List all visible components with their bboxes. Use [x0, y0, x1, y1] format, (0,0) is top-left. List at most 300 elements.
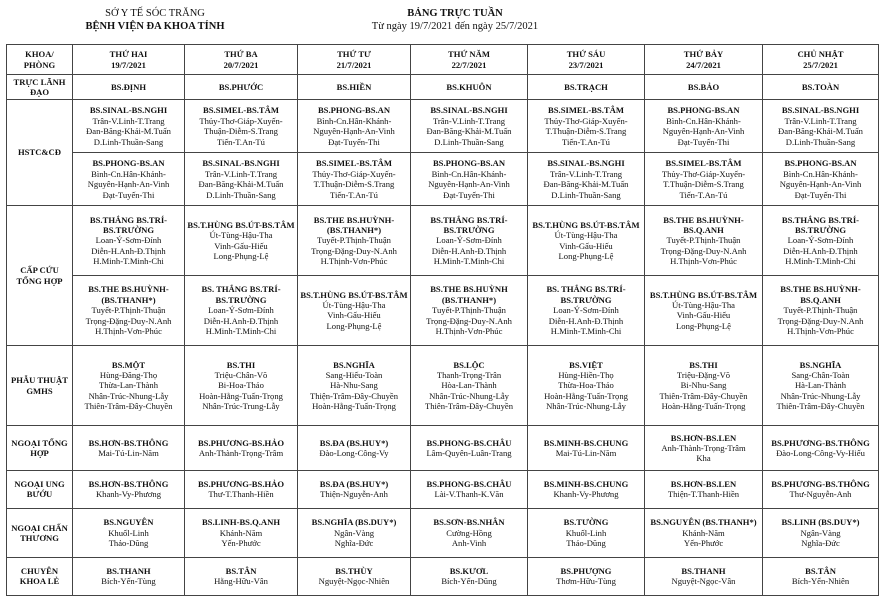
table-row	[7, 345, 879, 426]
doctor-names: BS.PHONG-BS.CHÂU	[426, 479, 512, 490]
staff-names: Tuyết-P.Thịnh-Thuận	[783, 305, 858, 316]
day-header	[528, 45, 645, 75]
staff-names: Đạt-Tuyến-Thi	[677, 136, 730, 147]
roster-cell	[645, 153, 763, 206]
doctor-names: BS.TOÀN	[801, 81, 840, 92]
day-date: 22/7/2021	[451, 59, 487, 70]
staff-names: Út-Tùng-Hậu-Tha	[322, 300, 386, 311]
day-name: THỨ BA	[224, 49, 258, 60]
doctor-names: BS.KHUÔN	[446, 81, 492, 92]
roster-cell	[73, 100, 185, 153]
roster-cell	[528, 100, 645, 153]
roster-cell	[411, 276, 528, 346]
roster-cell	[411, 470, 528, 508]
staff-names: Yến-Phước	[683, 538, 724, 549]
roster-cell	[73, 206, 185, 276]
staff-names: H.Minh-T.Minh-Chi	[550, 326, 622, 337]
doctor-names: BS.THE BS.HUỲNH-BS.Q.ANH	[663, 214, 744, 235]
staff-names: Vinh-Gấu-Hiếu	[559, 240, 613, 251]
staff-names: Sang-Chân-Toàn	[791, 370, 850, 381]
doctor-names: BS.THE BS.HUỲNH-(BS.THANH*)	[88, 284, 169, 305]
doctor-names: BS.SIMEL-BS.TÂM	[203, 105, 279, 116]
staff-names: Mai-Tú-Lin-Năm	[98, 448, 159, 459]
table-row	[7, 153, 879, 206]
staff-names: Út-Tùng-Hậu-Tha	[209, 230, 273, 241]
department-label: CẤP CỨU TỔNG HỢP	[7, 206, 73, 346]
staff-names: Nguyên-Hạnh-An-Vinh	[428, 179, 510, 190]
roster-cell	[185, 509, 298, 558]
staff-names: H.Minh-T.Minh-Chi	[785, 256, 856, 267]
staff-names: Triệu-Chân-Võ	[214, 370, 268, 381]
roster-cell	[528, 509, 645, 558]
department-label: TRỰC LÃNH ĐẠO	[7, 75, 73, 100]
roster-cell	[645, 100, 763, 153]
roster-cell	[185, 426, 298, 470]
doctor-names: BS.ĐA (BS.HUY*)	[319, 479, 389, 490]
doctor-names: BS.PHƯƠNG-BS.THÔNG	[771, 437, 870, 448]
roster-cell	[73, 276, 185, 346]
staff-names: Thừa-Lan-Thành	[98, 380, 159, 391]
staff-names: Út-Tùng-Hậu-Tha	[554, 230, 618, 241]
staff-names: Tuyết-P.Thịnh-Thuận	[432, 305, 506, 316]
staff-names: Triệu-Đặng-Võ	[676, 370, 731, 381]
staff-names: Tiến-T.An-Tú	[330, 189, 378, 200]
staff-names: Nguyên-Hạnh-An-Vinh	[313, 126, 395, 137]
roster-cell	[411, 100, 528, 153]
staff-names: Bi-Nhu-Sang	[680, 380, 727, 391]
day-name: THỨ HAI	[109, 49, 148, 60]
staff-names: Tiến-T.An-Tú	[562, 136, 610, 147]
doctor-names: BS.NGUYÊN (BS.THANH*)	[650, 517, 757, 528]
roster-cell	[185, 345, 298, 426]
department-label: NGOẠI UNG BƯỚU	[7, 470, 73, 508]
dept-column-header: KHOA/ PHÒNG	[7, 45, 73, 75]
roster-cell	[73, 509, 185, 558]
doctor-names: BS.PHƯƠNG-BS.HẢO	[197, 479, 285, 490]
staff-names: Đan-Băng-Khải-M.Tuấn	[426, 126, 512, 137]
day-name: THỨ TƯ	[337, 49, 371, 60]
doctor-names: BS.SINAL-BS.NGHI	[89, 105, 168, 116]
doctor-names: BS.T.HÙNG BS.ÚT-BS.TÂM	[649, 289, 758, 300]
staff-names: Nguyên-Hạnh-An-Vinh	[662, 126, 745, 137]
doctor-names: BS.T.HÙNG BS.ÚT-BS.TÂM	[532, 219, 640, 230]
doctor-names: BS.THE BS.HUỲNH (BS.THANH*)	[430, 284, 508, 305]
staff-names: Trọng-Đặng-Duy-N.Anh	[85, 315, 172, 326]
staff-names: Loan-Ý-Sơm-Đính	[436, 235, 502, 246]
staff-names: Nguyệt-Ngọc-Vân	[671, 576, 736, 587]
staff-names: Bình-Cn.Hân-Khánh-	[91, 168, 166, 179]
staff-names: Thủy-Thơ-Giáp-Xuyến-	[544, 115, 628, 126]
staff-names: Cường-Hồng	[446, 527, 492, 538]
staff-names: Đan-Băng-Khải-M.Tuấn	[778, 126, 863, 137]
document-title-block	[330, 7, 580, 33]
staff-names: Đào-Long-Công-Vy	[319, 448, 389, 459]
roster-cell	[411, 153, 528, 206]
doctor-names: BS.TÂN	[225, 565, 257, 576]
doctor-names: BS.MINH-BS.CHUNG	[543, 437, 629, 448]
staff-names: Bình-Cn.Hân-Khánh-	[431, 168, 507, 179]
roster-cell	[528, 345, 645, 426]
staff-names: Diễn-H.Anh-Đ.Thịnh	[203, 315, 279, 326]
staff-names: Nhân-Trúc-Nhung-Lẫy	[429, 390, 509, 401]
department-label: PHẪU THUẬT GMHS	[7, 345, 73, 426]
roster-cell	[528, 426, 645, 470]
doctor-names: BS.TÂN	[805, 565, 836, 576]
staff-names: Trọng-Đặng-Duy-N.Anh	[660, 245, 747, 256]
staff-names: H.Minh-T.Minh-Chi	[93, 256, 164, 267]
staff-names: Khuốl-Linh	[565, 527, 607, 538]
staff-names: Đan-Băng-Khải-M.Tuấn	[198, 179, 284, 190]
day-header	[185, 45, 298, 75]
day-date: 20/7/2021	[223, 59, 259, 70]
staff-names: Thiên-Trâm-Đây-Chuyền	[776, 401, 865, 412]
staff-names: Đào-Long-Công-Vy-Hiếu	[776, 448, 865, 459]
doctor-names: BS.THE BS.HUỲNH-(BS.THANH*)	[313, 214, 395, 235]
staff-names: Nguyên-Hạnh-An-Vinh	[779, 179, 862, 190]
staff-names: Mai-Tú-Lin-Năm	[555, 448, 617, 459]
staff-names: Thủy-Thơ-Giáp-Xuyến-	[199, 115, 283, 126]
roster-cell	[411, 75, 528, 100]
staff-names: Hòa-Lan-Thành	[441, 380, 497, 391]
roster-cell	[645, 345, 763, 426]
table-row	[7, 426, 879, 470]
doctor-names: BS.PHƯƠNG-BS.HẢO	[197, 437, 285, 448]
staff-names: Long-Phụng-Lệ	[558, 250, 614, 261]
doctor-names: BS.THẮNG BS.TRÍ-BS.TRƯỜNG	[89, 214, 168, 235]
staff-names: Thảo-Dũng	[566, 538, 606, 549]
staff-names: Kha	[696, 453, 711, 464]
staff-names: Loan-Ý-Sơm-Đính	[787, 235, 854, 246]
doctor-names: BS.THI	[226, 359, 256, 370]
day-name: THỨ BẢY	[683, 49, 724, 60]
staff-names: Thuận-Diễm-S.Trang	[204, 126, 278, 137]
table-row	[7, 470, 879, 508]
department-label: CHUYÊN KHOA LẺ	[7, 557, 73, 595]
staff-names: Bích-Yến-Nhiên	[791, 576, 850, 587]
department-label: HSTC&CĐ	[7, 100, 73, 206]
staff-names: Khuốl-Linh	[108, 527, 149, 538]
doctor-names: BS.MỘT	[111, 359, 146, 370]
doctor-names: BS.BẢO	[687, 81, 720, 92]
staff-names: Bình-Cn.Hân-Khánh-	[316, 115, 392, 126]
roster-cell	[185, 100, 298, 153]
roster-cell	[528, 75, 645, 100]
roster-cell	[645, 470, 763, 508]
doctor-names: BS.PHONG-BS.AN	[784, 158, 857, 169]
roster-cell	[73, 557, 185, 595]
staff-names: Tiến-T.An-Tú	[679, 189, 728, 200]
staff-names: Trọng-Đặng-Duy-N.Anh	[311, 245, 397, 256]
day-date: 23/7/2021	[568, 59, 604, 70]
staff-names: H.Thịnh-Vơn-Phúc	[435, 326, 503, 337]
roster-cell	[411, 206, 528, 276]
doctor-names: BS.PHONG-BS.AN	[667, 105, 740, 116]
staff-names: Bích-Yến-Dũng	[441, 576, 497, 587]
roster-cell	[528, 153, 645, 206]
doctor-names: BS.THÙY	[335, 565, 373, 576]
table-row	[7, 276, 879, 346]
roster-cell	[73, 153, 185, 206]
roster-cell	[185, 470, 298, 508]
day-header	[298, 45, 411, 75]
doctor-names: BS.PHONG-BS.AN	[432, 158, 506, 169]
staff-names: Thảo-Dũng	[108, 538, 149, 549]
staff-names: Thủy-Thơ-Giáp-Xuyến-	[312, 168, 396, 179]
department-of-health: SỞ Y TẾ SÓC TRĂNG	[105, 8, 205, 19]
staff-names: Diễn-H.Anh-Đ.Thịnh	[91, 245, 166, 256]
doctor-names: BS.MINH-BS.CHUNG	[543, 479, 629, 490]
staff-names: Bích-Yến-Tùng	[101, 576, 156, 587]
roster-cell	[528, 206, 645, 276]
roster-cell	[411, 426, 528, 470]
roster-cell	[185, 557, 298, 595]
staff-names: Thanh-Trọng-Trân	[436, 370, 502, 381]
table-row	[7, 206, 879, 276]
staff-names: Thiên-Trâm-Đây-Chuyền	[84, 401, 173, 412]
staff-names: Khánh-Năm	[219, 527, 263, 538]
staff-names: Nghĩa-Đức	[801, 538, 840, 549]
doctor-names: BS.HƠN-BS.THÔNG	[88, 437, 169, 448]
staff-names: Vinh-Gấu-Hiếu	[327, 310, 381, 321]
staff-names: Hoàn-Hằng-Tuấn-Trọng	[312, 401, 396, 412]
doctor-names: BS.LINH (BS.DUY*)	[781, 517, 860, 528]
roster-cell	[763, 509, 879, 558]
staff-names: D.Linh-Thuần-Sang	[785, 136, 856, 147]
staff-names: Nhân-Trúc-Nhung-Lẫy	[780, 390, 861, 401]
staff-names: T.Thuận-Diễm-S.Trang	[313, 179, 395, 190]
staff-names: Thiện-Trâm-Đây-Chuyền	[310, 390, 398, 401]
doctor-names: BS.PHƯƠNG-BS.THÔNG	[771, 479, 870, 490]
roster-cell	[763, 206, 879, 276]
staff-names: Bình-Cn.Hân-Khánh-	[666, 115, 741, 126]
organization-header	[40, 7, 270, 33]
roster-cell	[763, 426, 879, 470]
roster-cell	[298, 345, 411, 426]
doctor-names: BS.SINAL-BS.NGHI	[781, 105, 860, 116]
staff-names: Đan-Băng-Khải-M.Tuấn	[543, 179, 629, 190]
staff-names: Anh-Thành-Trọng-Trâm	[198, 448, 284, 459]
staff-names: H.Thịnh-Vơn-Phúc	[95, 326, 162, 337]
staff-names: Trân-V.Linh-T.Trang	[432, 115, 506, 126]
doctor-names: BS.SINAL-BS.NGHI	[547, 158, 625, 169]
doctor-names: BS.THẮNG BS.TRÍ-BS.TRƯỜNG	[781, 214, 860, 235]
staff-names: Trọng-Đặng-Duy-N.Anh	[777, 315, 864, 326]
roster-cell	[645, 276, 763, 346]
staff-names: Thư-T.Thanh-Hiền	[208, 489, 274, 500]
doctor-names: BS.THI	[689, 359, 718, 370]
table-row	[7, 75, 879, 100]
doctor-names: BS.PHƯỚC	[218, 81, 264, 92]
roster-cell	[528, 470, 645, 508]
day-name: THỨ SÁU	[566, 49, 606, 60]
roster-cell	[298, 470, 411, 508]
roster-cell	[185, 206, 298, 276]
roster-cell	[185, 276, 298, 346]
roster-cell	[185, 153, 298, 206]
staff-names: H.Thịnh-Vơn-Phúc	[670, 256, 737, 267]
staff-names: Lâm-Quyên-Luân-Trang	[426, 448, 512, 459]
date-range: Từ ngày 19/7/2021 đến ngày 25/7/2021	[371, 21, 539, 32]
doctor-names: BS.THANH	[106, 565, 151, 576]
department-label: NGOẠI TỔNG HỢP	[7, 426, 73, 470]
day-name: CHỦ NHẬT	[797, 49, 844, 60]
staff-names: Loan-Ý-Sơm-Đính	[95, 235, 162, 246]
staff-names: Tuyết-P.Thịnh-Thuận	[666, 235, 741, 246]
staff-names: T.Thuận-Diễm-S.Trang	[545, 126, 627, 137]
staff-names: Bình-Cn.Hân-Khánh-	[783, 168, 858, 179]
document-title: BẢNG TRỰC TUẦN	[407, 8, 503, 19]
roster-cell	[645, 75, 763, 100]
doctor-names: BS.TRẠCH	[564, 81, 608, 92]
staff-names: Thư-Nguyễn-Anh	[789, 489, 852, 500]
doctor-names: BS.TƯỜNG	[563, 517, 609, 528]
staff-names: Long-Phụng-Lệ	[213, 250, 269, 261]
staff-names: Thơm-Hữu-Tùng	[556, 576, 616, 587]
staff-names: T.Thuận-Diễm-S.Trang	[663, 179, 744, 190]
staff-names: Thừa-Hoa-Thảo	[558, 380, 614, 391]
doctor-names: BS.SINAL-BS.NGHI	[430, 105, 508, 116]
staff-names: Tuyết-P.Thịnh-Thuận	[91, 305, 166, 316]
staff-names: H.Thịnh-Vơn-Phúc	[787, 326, 854, 337]
roster-cell	[763, 276, 879, 346]
doctor-names: BS. THẮNG BS.TRÍ-BS.TRƯỜNG	[201, 284, 281, 305]
staff-names: Trân-V.Linh-T.Trang	[549, 168, 623, 179]
day-header	[73, 45, 185, 75]
table-row	[7, 509, 879, 558]
staff-names: H.Minh-T.Minh-Chi	[205, 326, 277, 337]
roster-cell	[411, 345, 528, 426]
staff-names: Vinh-Gấu-Hiếu	[214, 240, 268, 251]
doctor-names: BS.LINH-BS.Q.ANH	[201, 517, 281, 528]
roster-cell	[763, 470, 879, 508]
staff-names: Ngân-Vàng	[333, 527, 375, 538]
staff-names: Anh-Thành-Trọng-Trâm	[661, 442, 746, 453]
doctor-names: BS.SIMEL-BS.TÂM	[665, 158, 742, 169]
staff-names: Anh-Vinh	[451, 538, 487, 549]
doctor-names: BS.PHONG-BS.AN	[317, 105, 391, 116]
roster-cell	[73, 426, 185, 470]
staff-names: Hà-Nhu-Sang	[330, 380, 378, 391]
doctor-names: BS.PHƯỢNG	[560, 565, 612, 576]
day-date: 21/7/2021	[336, 59, 372, 70]
staff-names: Đạt-Tuyến-Thi	[328, 136, 380, 147]
roster-cell	[411, 509, 528, 558]
roster-cell	[763, 345, 879, 426]
roster-cell	[645, 426, 763, 470]
staff-names: Hoàn-Hằng-Tuấn-Trọng	[544, 390, 628, 401]
staff-names: Thiện-Nguyễn-Anh	[320, 489, 388, 500]
department-label: NGOẠI CHẤN THƯƠNG	[7, 509, 73, 558]
staff-names: Trân-V.Linh-T.Trang	[92, 115, 165, 126]
staff-names: Thủy-Thơ-Giáp-Xuyến-	[661, 168, 746, 179]
roster-cell	[185, 75, 298, 100]
staff-names: Khanh-Vy-Phương	[553, 489, 619, 500]
doctor-names: BS.PHONG-BS.AN	[92, 158, 165, 169]
doctor-names: BS.THẮNG BS.TRÍ-BS.TRƯỜNG	[430, 214, 508, 235]
roster-cell	[298, 153, 411, 206]
day-header	[645, 45, 763, 75]
staff-names: Thiện-T.Thanh-Hiền	[667, 489, 740, 500]
staff-names: Vinh-Gấu-Hiếu	[676, 310, 731, 321]
doctor-names: BS.NGHĨA	[799, 359, 842, 370]
staff-names: Hoàn-Hằng-Tuấn-Trọng	[199, 390, 283, 401]
doctor-names: BS.HƠN-BS.LEN	[670, 479, 737, 490]
staff-names: Khanh-Vy-Phương	[95, 489, 162, 500]
day-date: 25/7/2021	[803, 59, 838, 70]
staff-names: Diễn-H.Anh-Đ.Thịnh	[783, 245, 858, 256]
staff-names: Diễn-H.Anh-Đ.Thịnh	[431, 245, 507, 256]
staff-names: Đan-Băng-Khải-M.Tuấn	[86, 126, 171, 137]
day-header	[763, 45, 879, 75]
doctor-names: BS.KƯƠL	[449, 565, 489, 576]
staff-names: Yến-Phước	[221, 538, 261, 549]
staff-names: Nhân-Trúc-Nhung-Lẫy	[546, 401, 626, 412]
day-name: THỨ NĂM	[448, 49, 490, 60]
roster-cell	[411, 557, 528, 595]
roster-cell	[298, 509, 411, 558]
roster-cell	[763, 153, 879, 206]
staff-names: Đạt-Tuyến-Thi	[102, 189, 155, 200]
roster-cell	[298, 75, 411, 100]
staff-names: Trọng-Đặng-Duy-N.Anh	[426, 315, 512, 326]
doctor-names: BS.SIMEL-BS.TÂM	[548, 105, 624, 116]
table-row	[7, 100, 879, 153]
staff-names: H.Minh-T.Minh-Chi	[433, 256, 505, 267]
staff-names: Nhân-Trúc-Trung-Lẫy	[202, 401, 280, 412]
roster-cell	[298, 100, 411, 153]
staff-names: D.Linh-Thuần-Sang	[206, 189, 276, 200]
roster-cell	[528, 557, 645, 595]
staff-names: Lài-V.Thanh-K.Văn	[434, 489, 504, 500]
staff-names: Loan-Ý-Sơm-Đính	[208, 305, 274, 316]
day-header	[411, 45, 528, 75]
hospital-name: BỆNH VIỆN ĐA KHOA TỈNH	[85, 21, 225, 32]
doctor-names: BS.PHONG-BS.CHÂU	[426, 437, 512, 448]
staff-names: Tiến-T.An-Tú	[217, 136, 265, 147]
doctor-names: BS.NGUYÊN	[103, 517, 154, 528]
doctor-names: BS.THE BS.HUỲNH-BS.Q.ANH	[780, 284, 861, 305]
staff-names: Trân-V.Linh-T.Trang	[204, 168, 278, 179]
roster-cell	[763, 75, 879, 100]
roster-cell	[73, 345, 185, 426]
staff-names: Nguyệt-Ngọc-Nhiên	[318, 576, 390, 587]
roster-cell	[763, 557, 879, 595]
staff-names: D.Linh-Thuần-Sang	[551, 189, 621, 200]
roster-cell	[645, 557, 763, 595]
roster-cell	[763, 100, 879, 153]
roster-cell	[73, 75, 185, 100]
staff-names: Nghĩa-Đức	[334, 538, 374, 549]
staff-names: Hằng-Hữu-Vân	[214, 576, 268, 587]
doctor-names: BS.NGHĨA	[333, 359, 375, 370]
staff-names: Hùng-Đăng-Thọ	[99, 370, 158, 381]
staff-names: Tuyết-P.Thịnh-Thuận	[317, 235, 391, 246]
roster-cell	[645, 206, 763, 276]
staff-names: Nguyên-Hạnh-An-Vinh	[87, 179, 170, 190]
staff-names: H.Thịnh-Vơn-Phúc	[320, 256, 388, 267]
doctor-names: BS.HƠN-BS.LEN	[670, 432, 737, 443]
doctor-names: BS.T.HÙNG BS.ÚT-BS.TÂM	[300, 289, 408, 300]
doctor-names: BS.ĐA (BS.HUY*)	[319, 437, 389, 448]
staff-names: Diễn-H.Anh-Đ.Thịnh	[548, 315, 624, 326]
doctor-names: BS.SINAL-BS.NGHI	[202, 158, 280, 169]
roster-cell	[298, 276, 411, 346]
staff-names: Đạt-Tuyến-Thi	[794, 189, 847, 200]
staff-names: Sang-Hiếu-Toàn	[325, 370, 383, 381]
staff-names: Trân-V.Linh-T.Trang	[784, 115, 857, 126]
staff-names: Bi-Hoa-Thảo	[218, 380, 264, 391]
doctor-names: BS.HIỀN	[336, 81, 372, 92]
